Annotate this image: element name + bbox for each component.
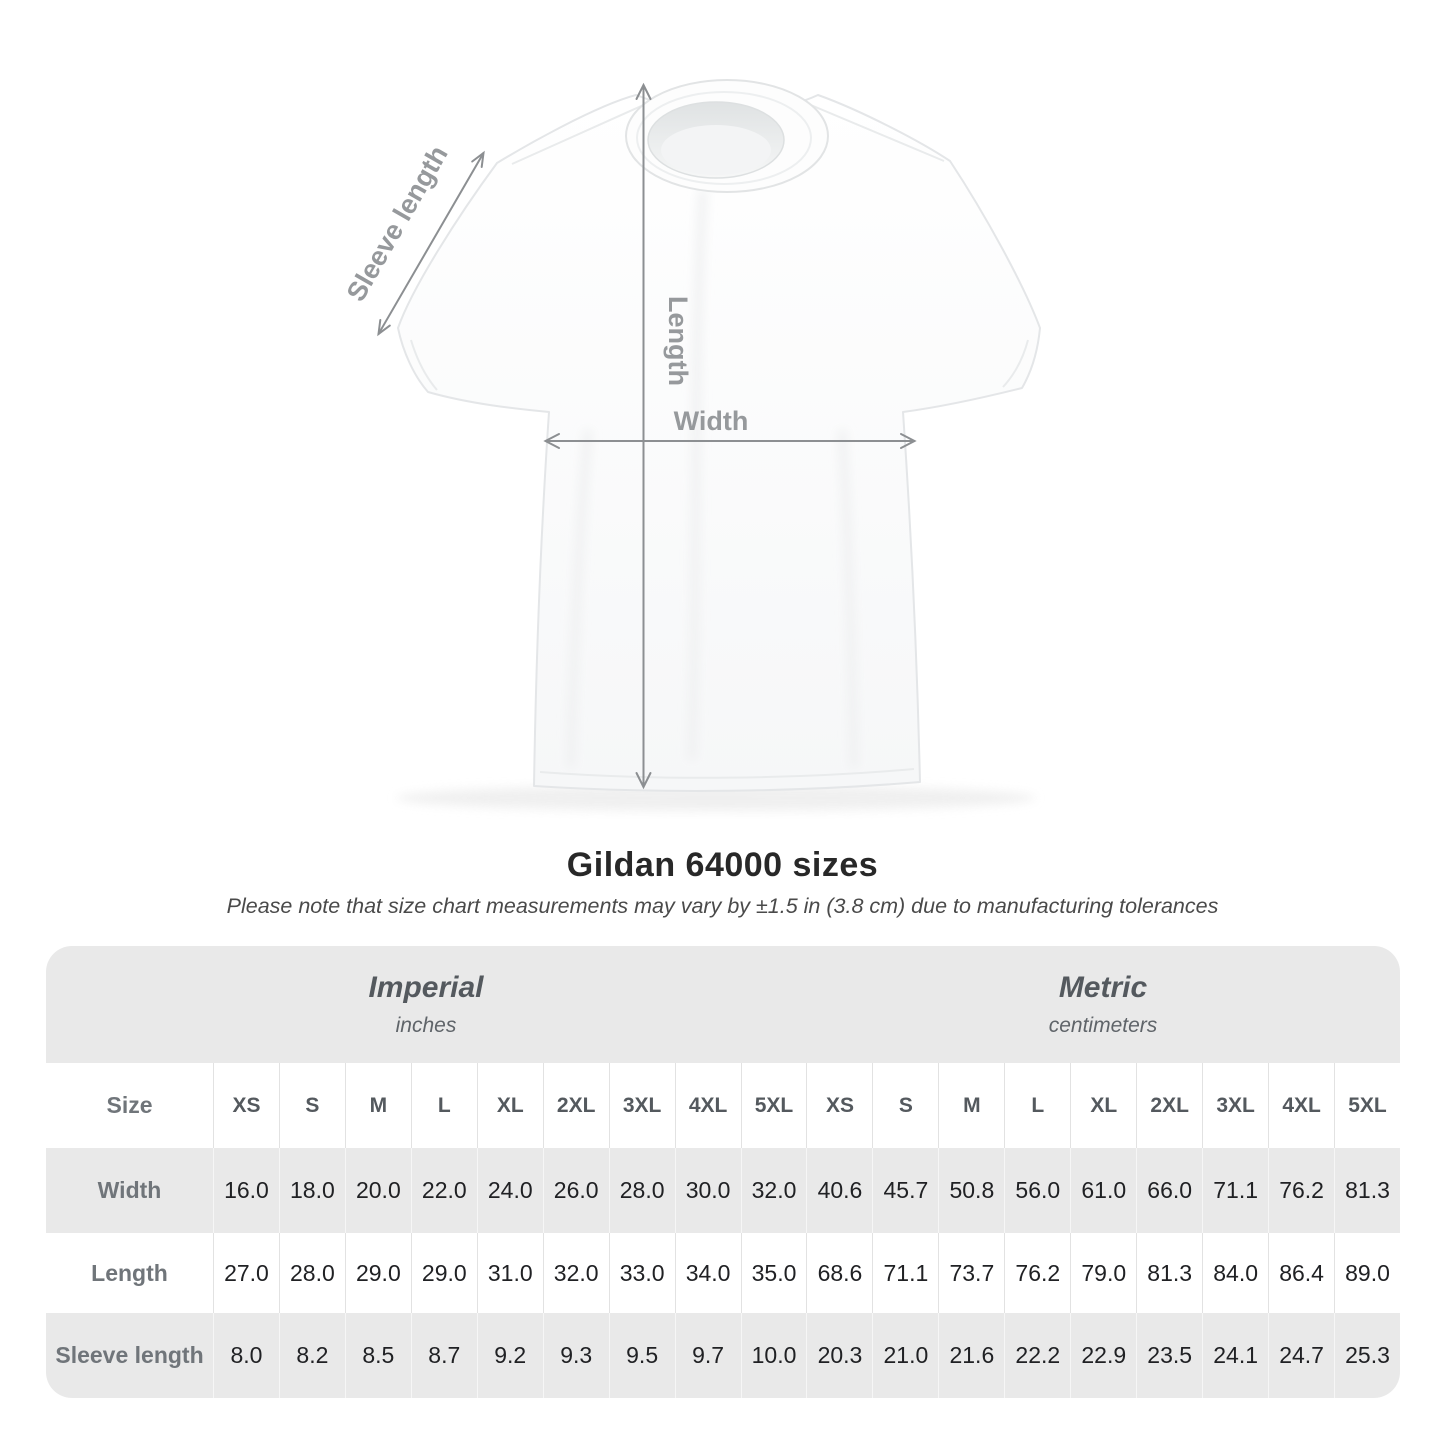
size-col-header-imperial-s: S xyxy=(279,1063,345,1148)
cell-width-imperial-s: 18.0 xyxy=(279,1148,345,1233)
cell-sleeve-length-metric-xs: 20.3 xyxy=(806,1313,872,1398)
size-col-header-metric-l: L xyxy=(1004,1063,1070,1148)
collar xyxy=(626,80,828,192)
cell-length-imperial-4xl: 34.0 xyxy=(675,1233,741,1313)
width-label: Width xyxy=(673,406,749,436)
size-col-header-metric-m: M xyxy=(938,1063,1004,1148)
cell-length-imperial-3xl: 33.0 xyxy=(609,1233,675,1313)
cell-length-metric-s: 71.1 xyxy=(872,1233,938,1313)
size-table xyxy=(46,946,1400,1398)
size-col-header-imperial-m: M xyxy=(345,1063,411,1148)
size-col-header-imperial-l: L xyxy=(411,1063,477,1148)
size-col-header-imperial-2xl: 2XL xyxy=(543,1063,609,1148)
cell-sleeve-length-imperial-4xl: 9.7 xyxy=(675,1313,741,1398)
table-row-width xyxy=(46,1148,1400,1233)
sleeve-length-label: Sleeve length xyxy=(340,140,454,307)
cell-sleeve-length-metric-4xl: 24.7 xyxy=(1268,1313,1334,1398)
cell-sleeve-length-imperial-5xl: 10.0 xyxy=(741,1313,807,1398)
size-header-label: Size xyxy=(106,1092,153,1118)
table-row-length xyxy=(46,1233,1400,1313)
size-col-header-imperial-xs: XS xyxy=(213,1063,279,1148)
cell-length-metric-5xl: 89.0 xyxy=(1334,1233,1400,1313)
cell-length-imperial-l: 29.0 xyxy=(411,1233,477,1313)
cell-length-imperial-m: 29.0 xyxy=(345,1233,411,1313)
row-label-length: Length xyxy=(91,1259,168,1286)
imperial-header: Imperial xyxy=(368,971,484,1004)
cell-length-imperial-5xl: 35.0 xyxy=(741,1233,807,1313)
size-col-header-imperial-xl: XL xyxy=(477,1063,543,1148)
cell-length-imperial-2xl: 32.0 xyxy=(543,1233,609,1313)
unit-group-imperial xyxy=(46,946,806,1063)
cell-width-imperial-m: 20.0 xyxy=(345,1148,411,1233)
imperial-unit: inches xyxy=(395,1014,457,1037)
cell-width-imperial-xs: 16.0 xyxy=(213,1148,279,1233)
cell-width-metric-m: 50.8 xyxy=(938,1148,1004,1233)
cell-sleeve-length-metric-m: 21.6 xyxy=(938,1313,1004,1398)
cell-sleeve-length-imperial-s: 8.2 xyxy=(279,1313,345,1398)
cell-sleeve-length-metric-xl: 22.9 xyxy=(1070,1313,1136,1398)
cell-length-metric-m: 73.7 xyxy=(938,1233,1004,1313)
row-label-sleeve-length: Sleeve length xyxy=(55,1342,204,1368)
cell-sleeve-length-metric-s: 21.0 xyxy=(872,1313,938,1398)
size-col-header-imperial-4xl: 4XL xyxy=(675,1063,741,1148)
cell-width-metric-xs: 40.6 xyxy=(806,1148,872,1233)
cell-width-metric-5xl: 81.3 xyxy=(1334,1148,1400,1233)
size-col-header-metric-5xl: 5XL xyxy=(1334,1063,1400,1148)
size-col-header-metric-xs: XS xyxy=(806,1063,872,1148)
cell-length-imperial-s: 28.0 xyxy=(279,1233,345,1313)
cell-width-imperial-4xl: 30.0 xyxy=(675,1148,741,1233)
cell-sleeve-length-imperial-l: 8.7 xyxy=(411,1313,477,1398)
size-col-header-metric-s: S xyxy=(872,1063,938,1148)
cell-width-metric-xl: 61.0 xyxy=(1070,1148,1136,1233)
unit-group-metric xyxy=(806,946,1400,1063)
cell-length-metric-xl: 79.0 xyxy=(1070,1233,1136,1313)
cell-sleeve-length-metric-3xl: 24.1 xyxy=(1202,1313,1268,1398)
cell-width-metric-l: 56.0 xyxy=(1004,1148,1070,1233)
cell-length-metric-4xl: 86.4 xyxy=(1268,1233,1334,1313)
cell-width-metric-3xl: 71.1 xyxy=(1202,1148,1268,1233)
cell-length-metric-l: 76.2 xyxy=(1004,1233,1070,1313)
size-header-row xyxy=(46,1063,1400,1148)
length-label: Length xyxy=(663,296,693,386)
cell-length-imperial-xs: 27.0 xyxy=(213,1233,279,1313)
cell-length-metric-2xl: 81.3 xyxy=(1136,1233,1202,1313)
cell-sleeve-length-imperial-xl: 9.2 xyxy=(477,1313,543,1398)
cell-length-metric-xs: 68.6 xyxy=(806,1233,872,1313)
cell-width-metric-2xl: 66.0 xyxy=(1136,1148,1202,1233)
cell-length-imperial-xl: 31.0 xyxy=(477,1233,543,1313)
metric-unit: centimeters xyxy=(1048,1014,1158,1037)
table-row-sleeve-length xyxy=(46,1313,1400,1398)
size-col-header-metric-3xl: 3XL xyxy=(1202,1063,1268,1148)
cell-width-imperial-l: 22.0 xyxy=(411,1148,477,1233)
metric-header: Metric xyxy=(1058,971,1148,1004)
cell-sleeve-length-imperial-2xl: 9.3 xyxy=(543,1313,609,1398)
size-grid xyxy=(46,1063,1400,1398)
cell-width-metric-s: 45.7 xyxy=(872,1148,938,1233)
page-title: Gildan 64000 sizes xyxy=(566,846,879,884)
cell-sleeve-length-metric-2xl: 23.5 xyxy=(1136,1313,1202,1398)
cell-width-metric-4xl: 76.2 xyxy=(1268,1148,1334,1233)
size-col-header-imperial-3xl: 3XL xyxy=(609,1063,675,1148)
cell-width-imperial-3xl: 28.0 xyxy=(609,1148,675,1233)
cell-sleeve-length-metric-5xl: 25.3 xyxy=(1334,1313,1400,1398)
cell-width-imperial-xl: 24.0 xyxy=(477,1148,543,1233)
unit-header-band xyxy=(46,946,1400,1063)
row-label-width: Width xyxy=(97,1177,162,1203)
cell-sleeve-length-metric-l: 22.2 xyxy=(1004,1313,1070,1398)
size-col-header-metric-xl: XL xyxy=(1070,1063,1136,1148)
tolerance-note: Please note that size chart measurements may vary by ±1.5 in (3.8 cm) due to manufacturing tolerances xyxy=(226,894,1219,918)
size-col-header-metric-4xl: 4XL xyxy=(1268,1063,1334,1148)
cell-width-imperial-5xl: 32.0 xyxy=(741,1148,807,1233)
size-col-header-metric-2xl: 2XL xyxy=(1136,1063,1202,1148)
cell-sleeve-length-imperial-3xl: 9.5 xyxy=(609,1313,675,1398)
cell-sleeve-length-imperial-m: 8.5 xyxy=(345,1313,411,1398)
cell-sleeve-length-imperial-xs: 8.0 xyxy=(213,1313,279,1398)
cell-width-imperial-2xl: 26.0 xyxy=(543,1148,609,1233)
cell-length-metric-3xl: 84.0 xyxy=(1202,1233,1268,1313)
size-col-header-imperial-5xl: 5XL xyxy=(741,1063,807,1148)
